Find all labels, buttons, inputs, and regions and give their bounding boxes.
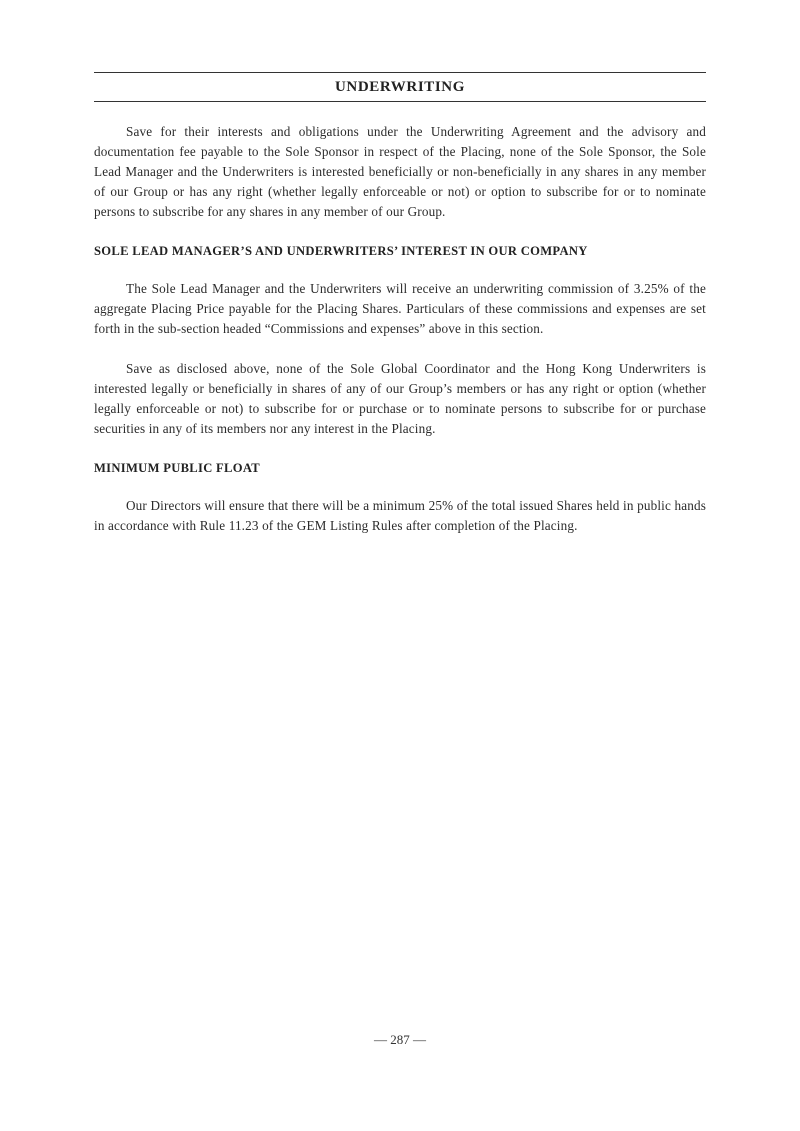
page-title: UNDERWRITING — [334, 79, 466, 95]
paragraph-underwriting-commission: The Sole Lead Manager and the Underwriters will receive an underwriting commission of 3.25% of the aggregate Placing Price payable for the Placing Shares. Particulars of these commissions and expenses are set forth in the sub-section headed “Commissions and expenses” above in this section. — [94, 281, 706, 336]
section-heading-public-float: MINIMUM PUBLIC FLOAT — [94, 461, 260, 475]
page-number: — 287 — — [374, 1032, 426, 1047]
paragraph-no-interest-disclosure: Save as disclosed above, none of the Sole Global Coordinator and the Hong Kong Underwriters is interested legally or beneficially in shares of any of our Group’s members or has any right or option (whether legally enforceable or not) to subscribe for or purchase or to nominate persons to subscribe for or purchase securities in any of its members nor any interest in the Placing. — [94, 361, 706, 436]
section-heading-underwriters-interest: SOLE LEAD MANAGER’S AND UNDERWRITERS’ INTEREST IN OUR COMPANY — [94, 244, 588, 258]
paragraph-public-float: Our Directors will ensure that there will be a minimum 25% of the total issued Shares held in public hands in accordance with Rule 11.23 of the GEM Listing Rules after completion of the Placing. — [94, 498, 706, 533]
document-page — [94, 72, 706, 536]
paragraph-sponsor-interests: Save for their interests and obligations under the Underwriting Agreement and the advisory and documentation fee payable to the Sole Sponsor in respect of the Placing, none of the Sole Sponsor, the Sole Lead Manager and the Underwriters is interested beneficially or non-beneficially in any shares in any member of our Group or has any right (whether legally enforceable or not) or option to subscribe for or to nominate persons to subscribe for any shares in any member of our Group. — [94, 124, 706, 219]
page-header — [94, 72, 706, 102]
